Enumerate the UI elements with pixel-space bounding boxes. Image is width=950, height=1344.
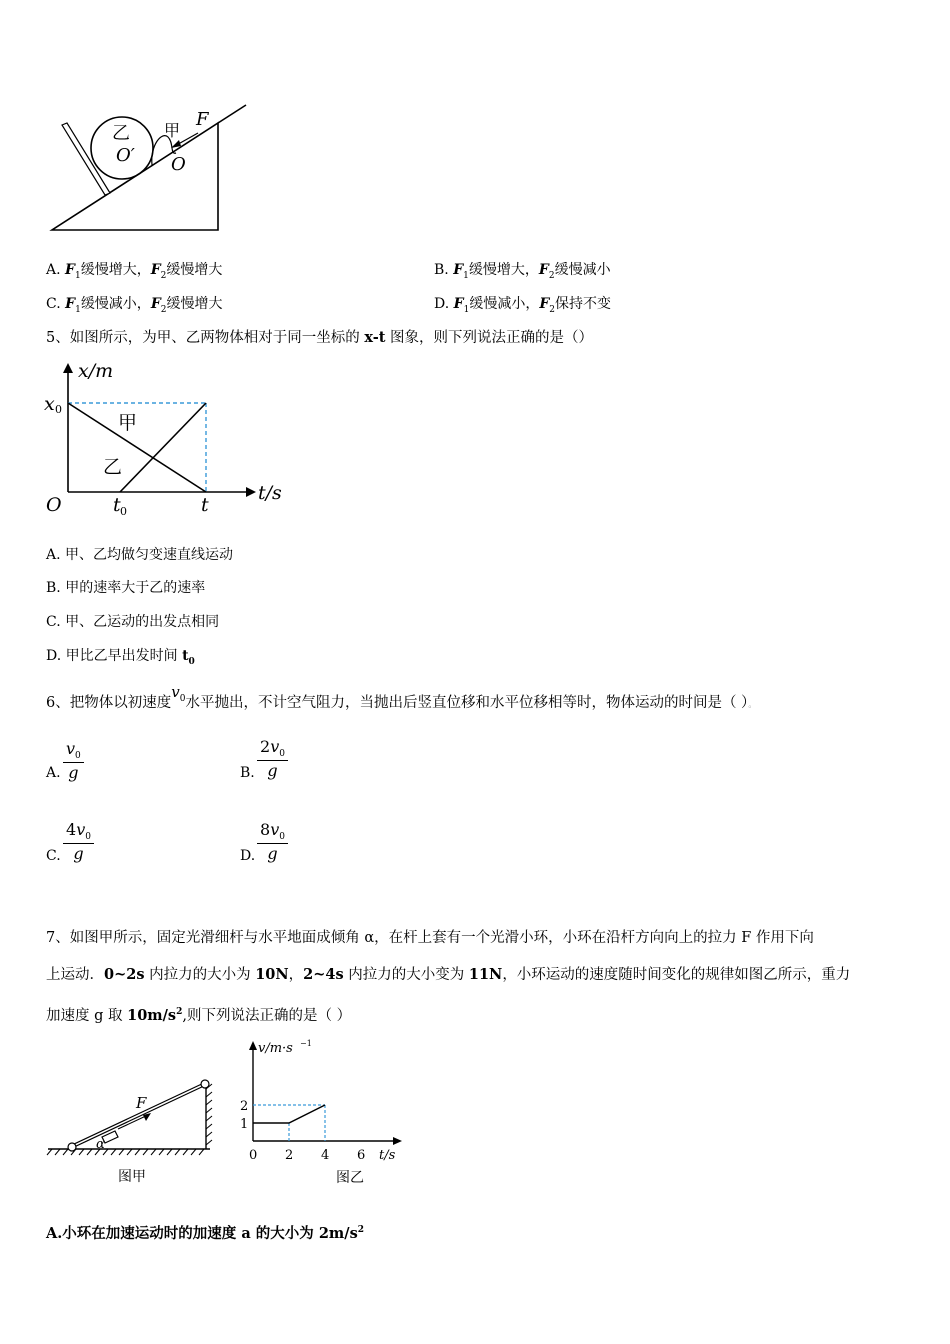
q6-option-c-label: C. [46,848,61,864]
label-force-F: F [196,109,209,130]
t0-label: t [113,494,121,516]
q6-option-b-fraction: $2v_0$ g [257,737,288,780]
jia-label: 甲 [118,412,138,434]
origin-label: O [46,494,62,516]
vt-x-axis-label: t/s [379,1148,396,1163]
t0-sub: 0 [120,505,127,518]
q5-option-d: D. 甲比乙早出发时间 $t_0$ [46,648,195,667]
q5-xt-graph [40,355,290,525]
vt-x-tick-label: 6 [357,1148,366,1163]
q6-stem: 6、把物体以初速度$v^0$水平抛出，不计空气阻力，当抛出后竖直位移和水平位移相等时，物体运动的时间是（ ）。 [46,683,757,711]
q5-stem: 5、如图所示，为甲、乙两物体相对于同一坐标的 x-t 图象，则下列说法正确的是（） [46,329,594,346]
q5-option-b: B. 甲的速率大于乙的速率 [46,580,206,596]
y-axis-label: x/m [78,360,114,382]
t-label: t [201,494,209,516]
vt-x-tick-label: 2 [285,1148,294,1163]
q7-figure-jia [42,1075,222,1190]
q4-option-a: A. $F_1$缓慢增大，$F_2$缓慢增大 [46,262,223,281]
figure-jia-caption: 图甲 [118,1169,146,1185]
label-alpha: α [96,1137,105,1152]
vt-x-tick-label: 4 [321,1148,330,1163]
incline-ball-figure [40,95,260,235]
x0-sub: 0 [55,403,62,416]
label-force-F: F [136,1094,147,1112]
figure-yi-caption: 图乙 [336,1170,364,1186]
q7-stem-line1: 7、如图甲所示，固定光滑细杆与水平地面成倾角 α，在杆上套有一个光滑小环，小环在沿杆方向向上的拉力 F 作用下向 [46,930,814,946]
label-O: O [171,154,186,175]
q7-stem-line2: 上运动．0~2s 内拉力的大小为 10N，2~4s 内拉力的大小变为 11N，小环运动的速度随时间变化的规律如图乙所示，重力 [46,966,851,983]
q7-vt-chart [230,1035,415,1190]
vt-y-tick-label: 1 [240,1117,249,1132]
q4-option-d: D. $F_1$缓慢减小，$F_2$保持不变 [434,296,612,315]
x0-label: x [44,393,55,415]
q5-option-a: A. 甲、乙均做匀变速直线运动 [46,547,234,563]
label-yi: 乙 [112,123,130,144]
x-axis-label: t/s [258,482,282,504]
vt-x-tick-label: 0 [249,1148,258,1163]
q5-option-c: C. 甲、乙运动的出发点相同 [46,614,220,630]
label-O-prime: O′ [116,145,135,166]
vt-y-axis-label: v/m·s [258,1041,293,1056]
q7-option-a: A.小环在加速运动时的加速度 a 的大小为 $2m/s^2$ [46,1224,365,1242]
label-jia: 甲 [164,121,181,140]
q6-option-d-label: D. [240,848,256,864]
q6-option-d-fraction: $8v_0$ g [257,820,288,863]
q6-option-b-label: B. [240,765,255,781]
q4-option-c: C. $F_1$缓慢减小，$F_2$缓慢增大 [46,296,223,315]
q6-option-c-fraction: $4v_0$ g [63,820,94,863]
q6-option-a-fraction: $v_0$ g [63,739,84,782]
q6-option-a-label: A. [46,765,61,781]
vt-y-tick-label: 2 [240,1099,249,1114]
vt-y-axis-sup: −1 [300,1039,312,1048]
q4-option-b: B. $F_1$缓慢增大，$F_2$缓慢减小 [434,262,611,281]
vt-series-line [253,1105,325,1123]
yi-label: 乙 [103,456,123,478]
q7-stem-line3: 加速度 g 取 $10m/s^2$,则下列说法正确的是（ ） [46,1006,352,1024]
